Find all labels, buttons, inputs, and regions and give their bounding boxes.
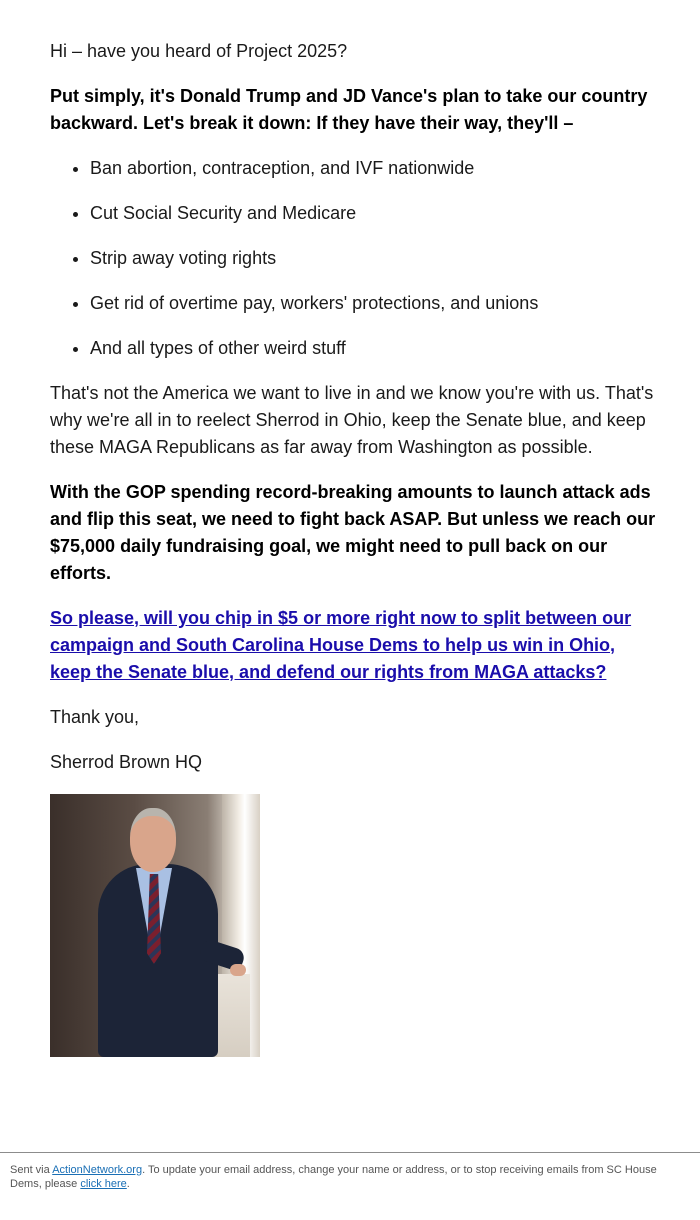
footer-suffix: . [126, 1178, 130, 1190]
footer-prefix: Sent via [10, 1164, 53, 1176]
email-footer [0, 1152, 700, 1220]
intro-bold-text: Put simply, it's Donald Trump and JD Vance's plan to take our country backward. Let's break it down: If they have their way, they'll – [50, 86, 648, 133]
paragraph-two: That's not the America we want to live in and we know you're with us. That's why we're all in to reelect Sherrod in Ohio, keep the Senate blue, and keep these MAGA Republicans as far away from Washington as possible. [50, 383, 654, 457]
bullet-item: • Cut Social Security and Medicare [90, 200, 660, 227]
bullet-item: • Ban abortion, contraception, and IVF nationwide [90, 155, 660, 182]
policy-bullet-list [50, 155, 660, 362]
actionnetwork-link[interactable]: ActionNetwork.org [52, 1164, 143, 1176]
email-body [50, 38, 660, 1057]
cta-paragraph [50, 605, 660, 686]
unsubscribe-link[interactable]: click here [80, 1178, 127, 1190]
bullet-item: • Strip away voting rights [90, 245, 660, 272]
closing-text: Thank you, [50, 707, 140, 727]
greeting-text: Hi – have you heard of Project 2025? [50, 41, 348, 61]
senator-portrait-photo [50, 794, 260, 1057]
signature-text: Sherrod Brown HQ [50, 752, 203, 772]
portrait-head [130, 808, 176, 872]
bullet-item: • Get rid of overtime pay, workers' protections, and unions [90, 290, 660, 317]
paragraph-three-bold: With the GOP spending record-breaking amounts to launch attack ads and flip this seat, we need to fight back ASAP. But unless we reach our $75,000 daily fundraising goal, we might need to pull back on our efforts. [50, 482, 656, 583]
footer-middle-text: . To update your email address, change your name or address, or to stop receiving emails from SC House Dems, please [10, 1164, 657, 1190]
donate-cta-link[interactable]: So please, will you chip in $5 or more right now to split between our campaign and South Carolina House Dems to help us win in Ohio, keep the Senate blue, and defend our rights from MAGA attacks? [50, 608, 632, 682]
portrait-hand [230, 964, 246, 976]
bullet-item: • And all types of other weird stuff [90, 335, 660, 362]
